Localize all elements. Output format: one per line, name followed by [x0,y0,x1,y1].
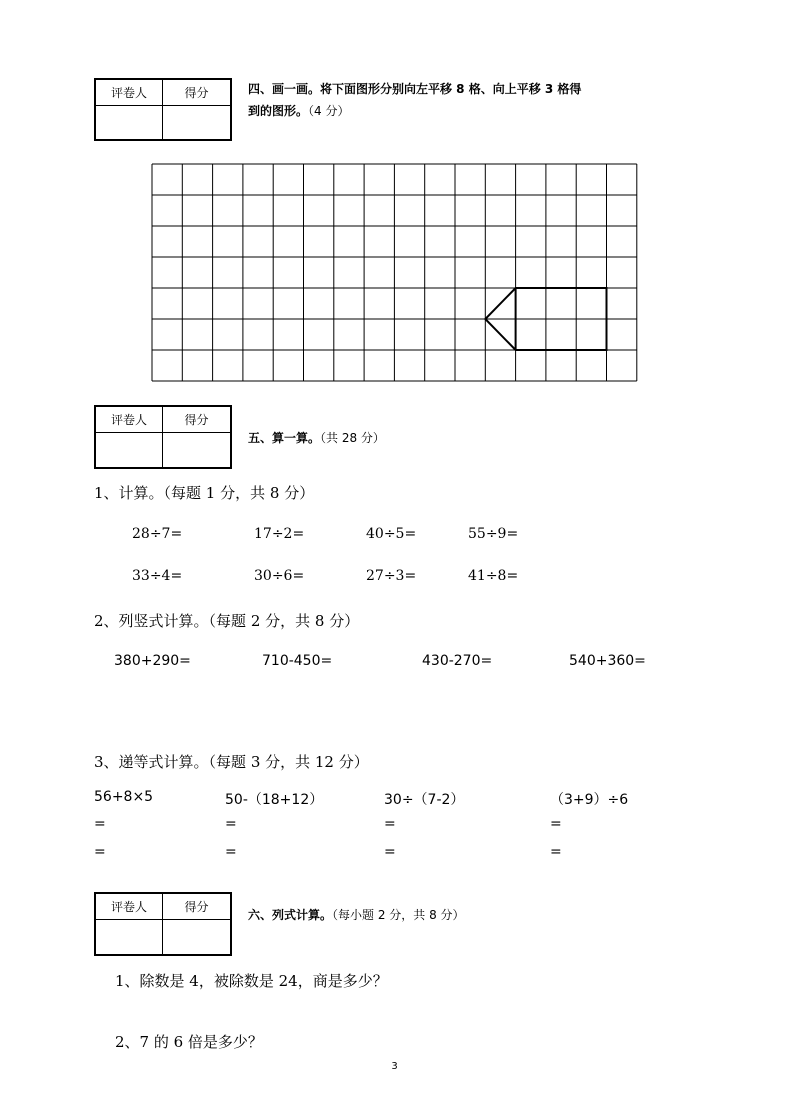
q2-heading: 2、列竖式计算。（每题 2 分，共 8 分） [94,612,360,630]
reviewer-cell[interactable] [96,433,163,467]
page-number: 3 [391,1061,398,1072]
score-box-section4 [94,78,232,141]
q3-item: 56+8×5 [94,789,154,805]
q3-heading: 3、递等式计算。（每题 3 分，共 12 分） [94,753,369,771]
section6-title [248,904,465,926]
q2-item: 380+290= [114,653,191,669]
q1-item: 33÷4= [132,568,183,584]
section5-points: （共 28 分） [320,431,385,445]
q2-item: 430-270= [422,653,493,669]
q3-equals: = [94,844,106,860]
score-label: 得分 [163,80,230,106]
section4-title-line1: 四、画一画。将下面图形分别向左平移 8 格、向上平移 3 格得 [248,82,582,96]
q3-equals: = [225,844,237,860]
score-cell[interactable] [163,920,230,954]
q3-equals: = [384,844,396,860]
q3-item: 50-（18+12） [225,792,324,808]
reviewer-label: 评卷人 [96,80,163,106]
q2-item: 710-450= [262,653,333,669]
reviewer-label: 评卷人 [96,407,163,433]
reviewer-label: 评卷人 [96,894,163,920]
section4-points: （4 分） [308,104,350,118]
score-label: 得分 [163,407,230,433]
section4-title [248,78,581,122]
q1-item: 27÷3= [366,568,417,584]
q2-item: 540+360= [569,653,646,669]
reviewer-cell[interactable] [96,106,163,139]
q3-equals: = [94,816,106,832]
q1-heading: 1、计算。（每题 1 分，共 8 分） [94,484,315,502]
section5-title [248,427,385,449]
q3-equals: = [384,816,396,832]
section6-question-2: 2、7 的 6 倍是多少？ [115,1033,263,1051]
q1-item: 40÷5= [366,526,417,542]
section4-title-line2: 到的图形。 [248,104,309,118]
score-cell[interactable] [163,433,230,467]
q3-equals: = [550,844,562,860]
q1-item: 41÷8= [468,568,519,584]
score-label: 得分 [163,894,230,920]
q3-equals: = [225,816,237,832]
q3-item: 30÷（7-2） [384,792,465,808]
drawing-grid[interactable] [151,163,639,386]
section5-title-text: 五、算一算。 [248,431,321,445]
section6-points: （每小题 2 分，共 8 分） [332,908,465,922]
reviewer-cell[interactable] [96,920,163,954]
q1-item: 30÷6= [254,568,305,584]
q3-equals: = [550,816,562,832]
score-cell[interactable] [163,106,230,139]
q3-item: （3+9）÷6 [550,792,629,808]
q1-item: 28÷7= [132,526,183,542]
score-box-section6 [94,892,232,956]
q1-item: 17÷2= [254,526,305,542]
section6-question-1: 1、除数是 4，被除数是 24，商是多少？ [115,972,388,990]
section6-title-text: 六、列式计算。 [248,908,333,922]
score-box-section5 [94,405,232,469]
q1-item: 55÷9= [468,526,519,542]
